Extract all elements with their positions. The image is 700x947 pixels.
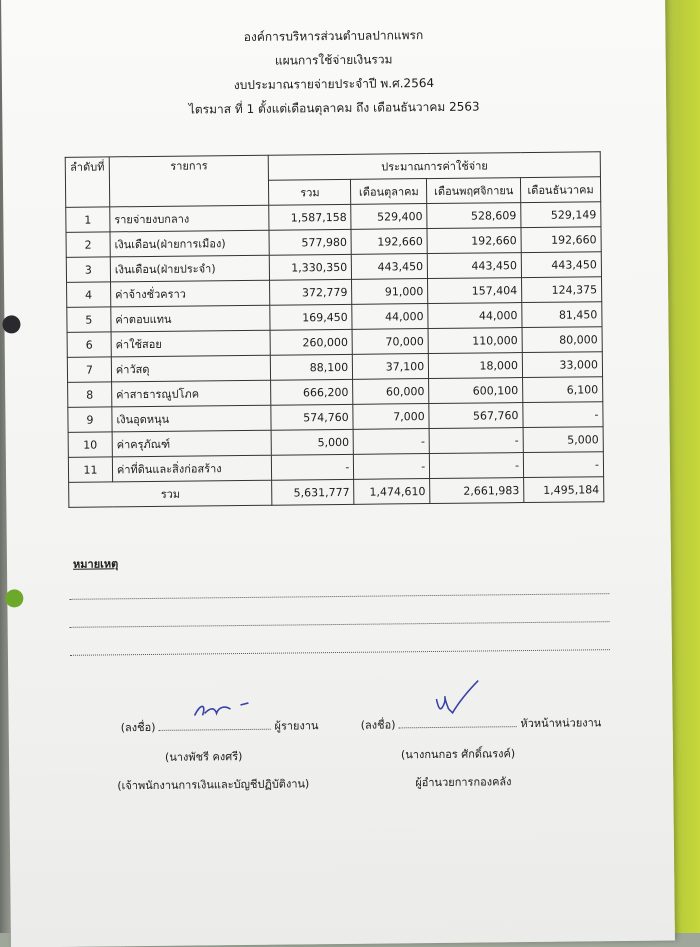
row-nov: - — [430, 453, 524, 479]
row-dec: - — [523, 402, 603, 428]
row-oct: 60,000 — [353, 379, 429, 405]
row-no: 8 — [68, 382, 112, 407]
row-oct: 529,400 — [351, 204, 427, 230]
row-item: เงินอุดหนุน — [112, 405, 272, 432]
row-oct: - — [354, 454, 430, 480]
row-oct: 70,000 — [352, 329, 428, 355]
row-total: 169,450 — [270, 304, 352, 330]
row-item: ค่าที่ดินและสิ่งก่อสร้าง — [112, 455, 272, 482]
binder-hole — [5, 589, 23, 607]
col-header-item: รายการ — [109, 155, 269, 207]
row-item: ค่าจ้างชั่วคราว — [110, 280, 270, 307]
col-header-group: ประมาณการค่าใช้จ่าย — [269, 152, 601, 180]
total-dec: 1,495,184 — [524, 477, 604, 503]
total-oct: 1,474,610 — [354, 479, 430, 505]
remark-line — [70, 649, 610, 656]
row-no: 2 — [66, 232, 110, 257]
row-dec: 192,660 — [521, 227, 601, 253]
row-dec: 443,450 — [521, 252, 601, 278]
row-item: เงินเดือน(ฝ่ายการเมือง) — [110, 230, 270, 257]
row-total: - — [272, 454, 354, 480]
row-oct: - — [353, 429, 429, 455]
row-no: 3 — [66, 257, 110, 282]
sign-left-dots — [159, 729, 271, 731]
document-page — [1, 0, 675, 947]
remark-line — [70, 621, 610, 628]
row-oct: 37,100 — [353, 354, 429, 380]
binder-hole — [2, 315, 20, 333]
sign-left-position: (เจ้าพนักงานการเงินและบัญชีปฏิบัติงาน) — [117, 777, 310, 793]
remark-line — [69, 593, 609, 600]
total-sum: 5,631,777 — [272, 479, 354, 505]
total-label: รวม — [69, 480, 273, 507]
row-total: 1,587,158 — [269, 204, 351, 230]
signature-left-image — [190, 699, 260, 724]
row-dec: 81,450 — [522, 302, 602, 328]
col-header-oct: เดือนตุลาคม — [351, 179, 427, 205]
row-dec: 5,000 — [523, 427, 603, 453]
col-header-total: รวม — [269, 179, 351, 205]
table-total-row — [69, 477, 604, 508]
document-header — [1, 21, 666, 124]
row-item: รายจ่ายงบกลาง — [110, 205, 270, 232]
row-dec: 33,000 — [522, 352, 602, 378]
sign-right-prefix: (ลงชื่อ) — [360, 718, 396, 732]
row-no: 10 — [68, 432, 112, 457]
row-oct: 7,000 — [353, 404, 429, 430]
sign-right-dots — [399, 726, 517, 728]
sign-right-position: ผู้อำนวยการกองคลัง — [415, 775, 512, 790]
row-nov: 110,000 — [428, 328, 522, 354]
sign-right-name: (นางกนกอร ศักดิ์ณรงค์) — [400, 747, 516, 762]
row-dec: 124,375 — [522, 277, 602, 303]
row-item: ค่าครุภัณฑ์ — [112, 430, 272, 457]
row-no: 6 — [67, 332, 111, 357]
row-total: 372,779 — [270, 279, 352, 305]
row-dec: 529,149 — [521, 202, 601, 228]
row-oct: 443,450 — [352, 254, 428, 280]
row-nov: - — [429, 428, 523, 454]
row-total: 1,330,350 — [270, 254, 352, 280]
row-oct: 192,660 — [351, 229, 427, 255]
row-total: 574,760 — [271, 404, 353, 430]
row-total: 666,200 — [271, 379, 353, 405]
row-no: 11 — [68, 457, 112, 482]
remark-heading: หมายเหตุ — [72, 557, 119, 571]
row-no: 4 — [67, 282, 111, 307]
sign-left-role: ผู้รายงาน — [274, 719, 319, 733]
row-total: 88,100 — [271, 354, 353, 380]
row-item: เงินเดือน(ฝ่ายประจำ) — [110, 255, 270, 282]
sign-left-prefix: (ลงชื่อ) — [120, 720, 156, 735]
row-nov: 18,000 — [429, 353, 523, 379]
row-oct: 91,000 — [352, 279, 428, 305]
total-nov: 2,661,983 — [430, 478, 524, 504]
row-no: 5 — [67, 307, 111, 332]
sign-right-role: หัวหน้าหน่วยงาน — [520, 716, 602, 731]
row-nov: 192,660 — [427, 228, 521, 254]
row-oct: 44,000 — [352, 304, 428, 330]
row-total: 260,000 — [270, 329, 352, 355]
org-title: องค์การบริหารส่วนตำบลปากแพรก — [243, 28, 424, 44]
budget-title: งบประมาณรายจ่ายประจำปี พ.ศ.2564 — [233, 75, 435, 93]
col-header-no: ลำดับที่ — [65, 157, 109, 207]
row-item: ค่าวัสดุ — [111, 355, 271, 382]
row-total: 577,980 — [269, 229, 351, 255]
signature-right-image — [428, 678, 488, 719]
period-title: ไตรมาส ที่ 1 ตั้งแต่เดือนตุลาคม ถึง เดือนธันวาคม 2563 — [188, 99, 480, 117]
row-dec: - — [523, 452, 603, 478]
row-item: ค่าสาธารณูปโภค — [112, 380, 272, 407]
row-item: ค่าใช้สอย — [111, 330, 271, 357]
row-item: ค่าตอบแทน — [111, 305, 271, 332]
row-nov: 44,000 — [428, 303, 522, 329]
row-nov: 157,404 — [428, 278, 522, 304]
budget-table — [65, 151, 605, 508]
sign-left-name: (นางพัชรี คงศรี) — [164, 750, 243, 764]
col-header-dec: เดือนธันวาคม — [521, 177, 601, 203]
row-nov: 443,450 — [427, 253, 521, 279]
row-dec: 80,000 — [522, 327, 602, 353]
row-no: 7 — [67, 357, 111, 382]
plan-title: แผนการใช้จ่ายเงินรวม — [274, 52, 393, 68]
row-no: 1 — [66, 207, 110, 232]
row-nov: 567,760 — [429, 403, 523, 429]
col-header-nov: เดือนพฤศจิกายน — [427, 178, 521, 204]
row-nov: 528,609 — [427, 203, 521, 229]
row-dec: 6,100 — [523, 377, 603, 403]
row-nov: 600,100 — [429, 378, 523, 404]
row-no: 9 — [68, 407, 112, 432]
row-total: 5,000 — [272, 429, 354, 455]
